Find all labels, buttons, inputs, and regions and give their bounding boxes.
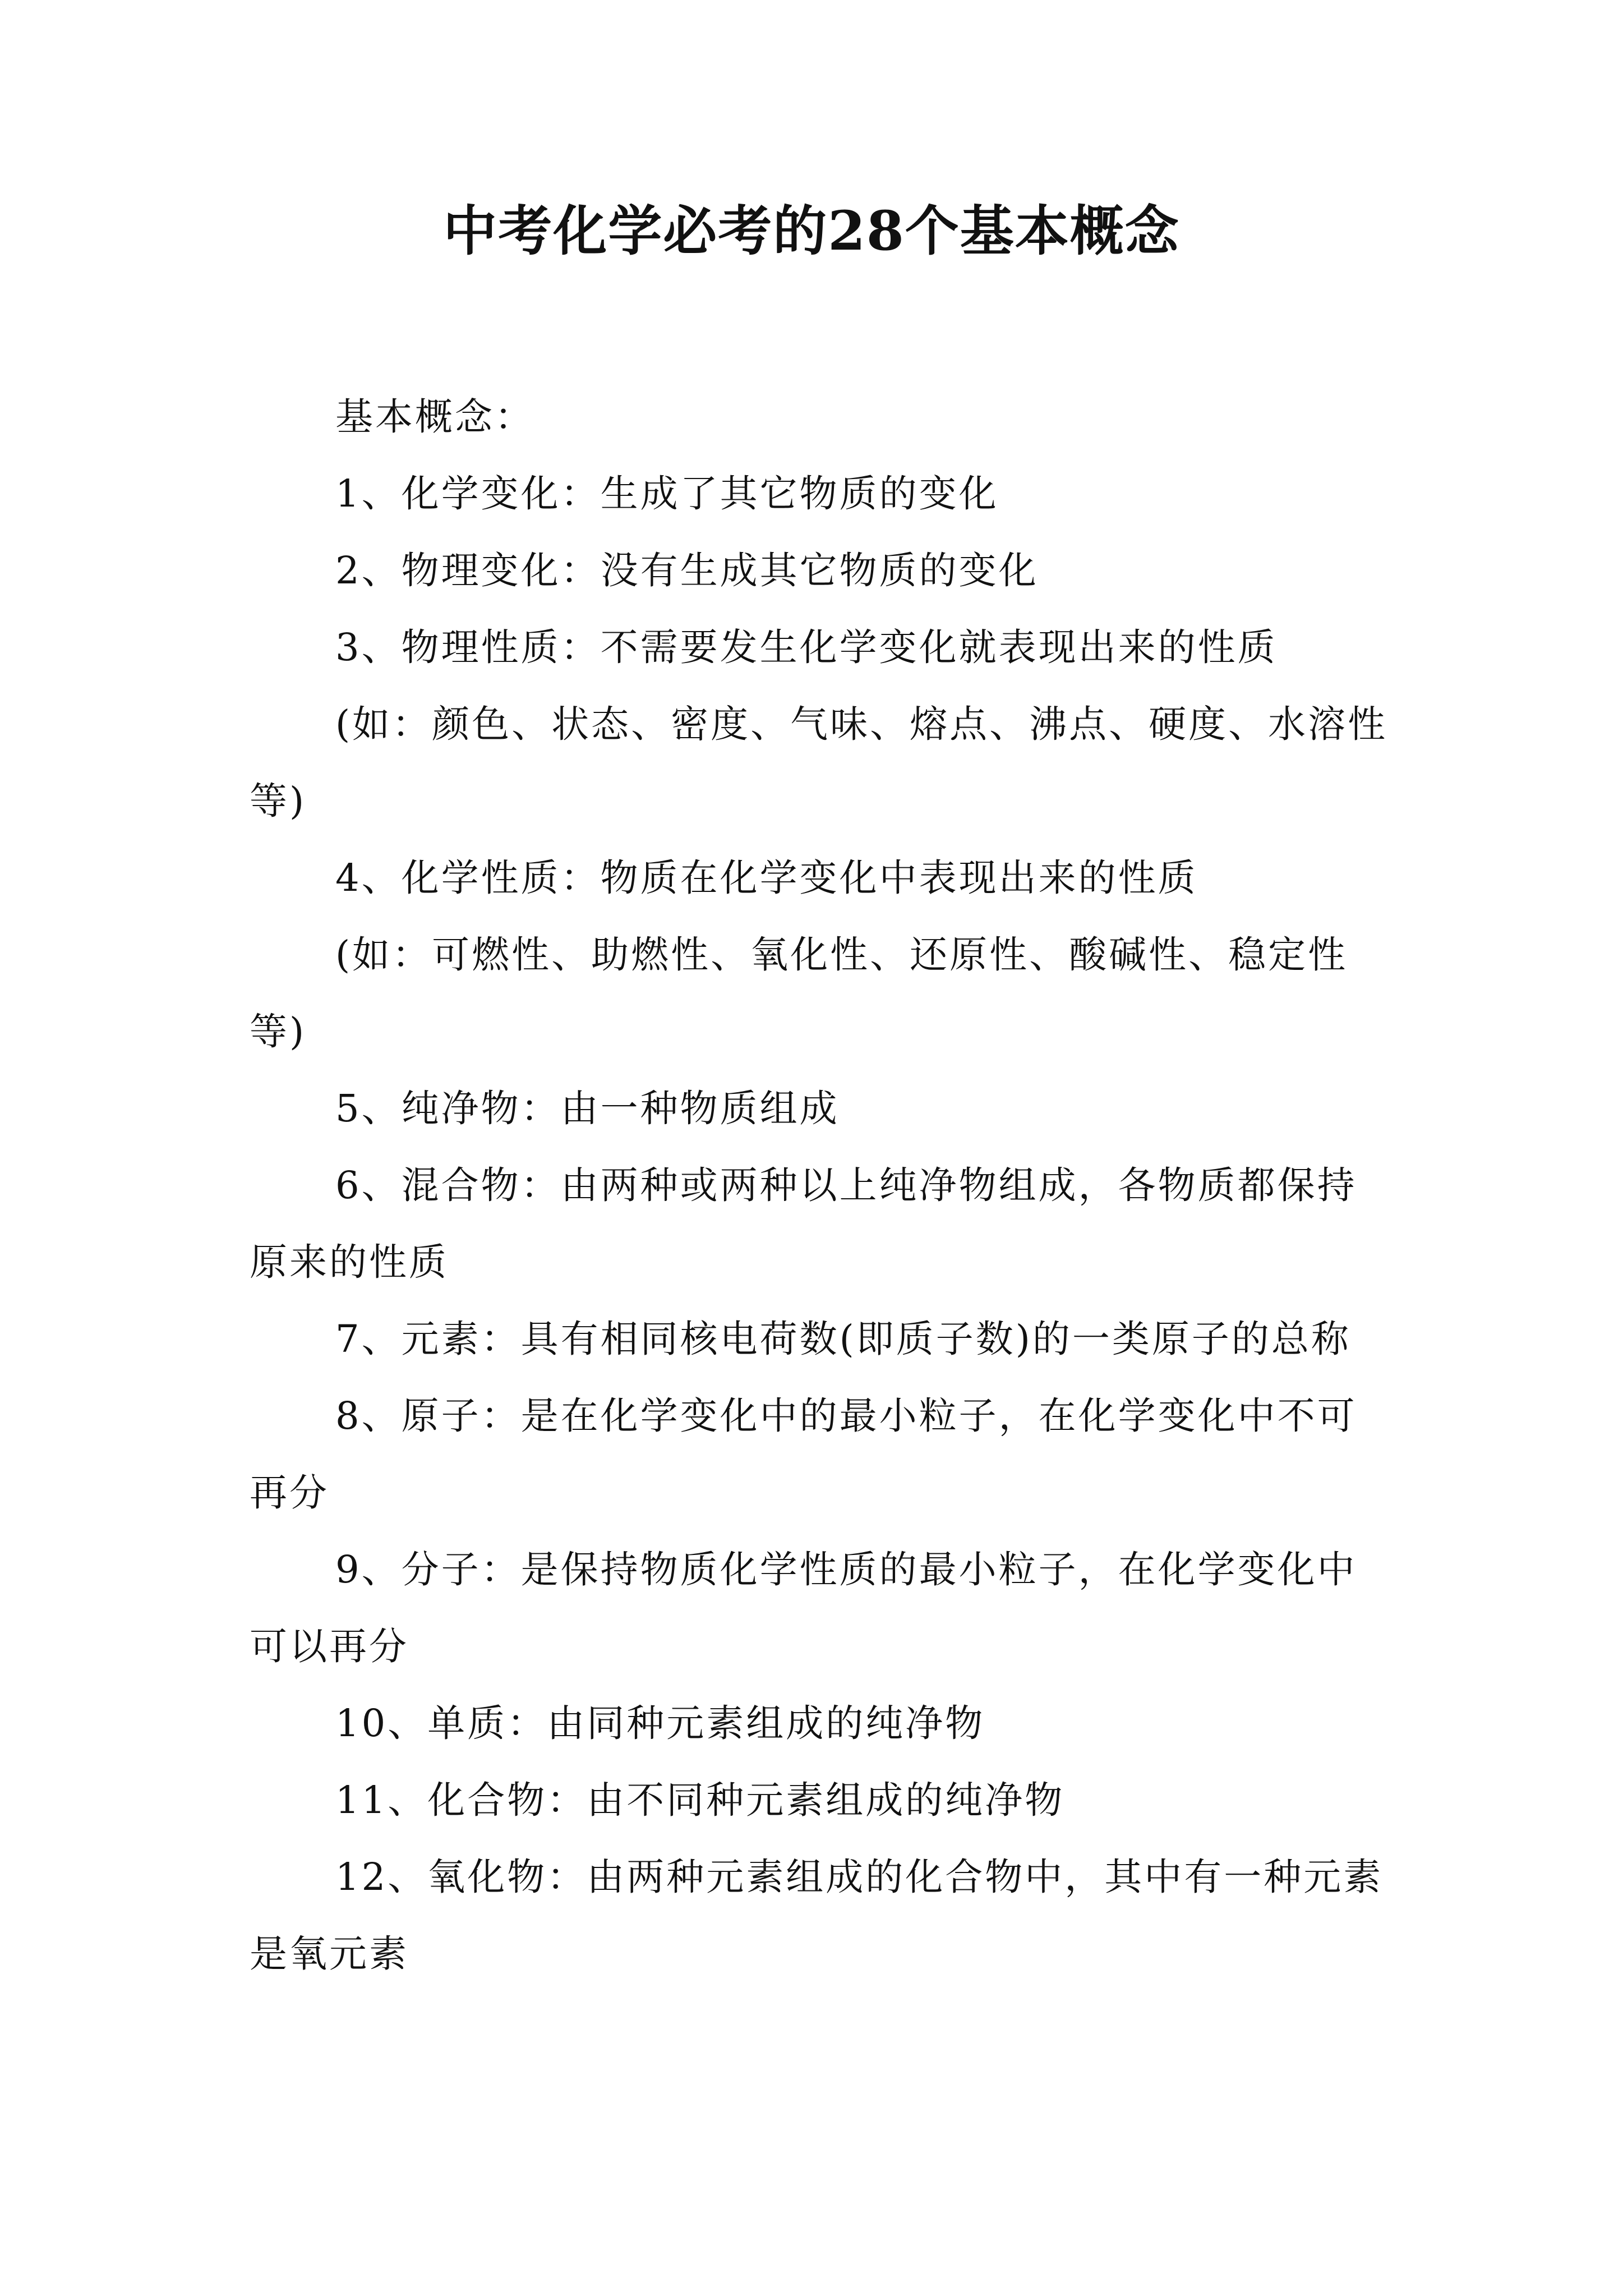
concept-paragraph-2: 2、物理变化：没有生成其它物质的变化 — [335, 549, 1039, 592]
concept-paragraph-4: 4、化学性质：物质在化学变化中表现出来的性质 — [335, 856, 1198, 900]
concept-paragraph-8: 8、原子：是在化学变化中的最小粒子，在化学变化中不可再分 — [250, 1394, 1357, 1515]
concept-paragraph-3-note: (如：颜色、状态、密度、气味、熔点、沸点、硬度、水溶性等) — [250, 702, 1388, 823]
document-body — [250, 379, 1388, 1993]
concept-paragraph-4-note: (如：可燃性、助燃性、氧化性、还原性、酸碱性、稳定性等) — [250, 933, 1348, 1053]
document-title: 中考化学必考的28个基本概念 — [443, 199, 1180, 263]
concept-paragraph-12: 12、氧化物：由两种元素组成的化合物中，其中有一种元素是氧元素 — [250, 1855, 1384, 1976]
concept-paragraph-6: 6、混合物：由两种或两种以上纯净物组成，各物质都保持原来的性质 — [250, 1163, 1357, 1284]
concept-paragraph-1: 1、化学变化：生成了其它物质的变化 — [335, 472, 999, 516]
concept-paragraph-10: 10、单质：由同种元素组成的纯净物 — [335, 1701, 985, 1745]
concept-paragraph-9: 9、分子：是保持物质化学性质的最小粒子，在化学变化中可以再分 — [250, 1548, 1357, 1668]
concept-paragraph-7: 7、元素：具有相同核电荷数(即质子数)的一类原子的总称 — [335, 1317, 1351, 1361]
section-heading: 基本概念： — [335, 395, 534, 439]
concept-paragraph-5: 5、纯净物：由一种物质组成 — [335, 1087, 840, 1130]
concept-paragraph-3: 3、物理性质：不需要发生化学变化就表现出来的性质 — [335, 625, 1278, 669]
concept-paragraph-11: 11、化合物：由不同种元素组成的纯净物 — [335, 1778, 1065, 1822]
